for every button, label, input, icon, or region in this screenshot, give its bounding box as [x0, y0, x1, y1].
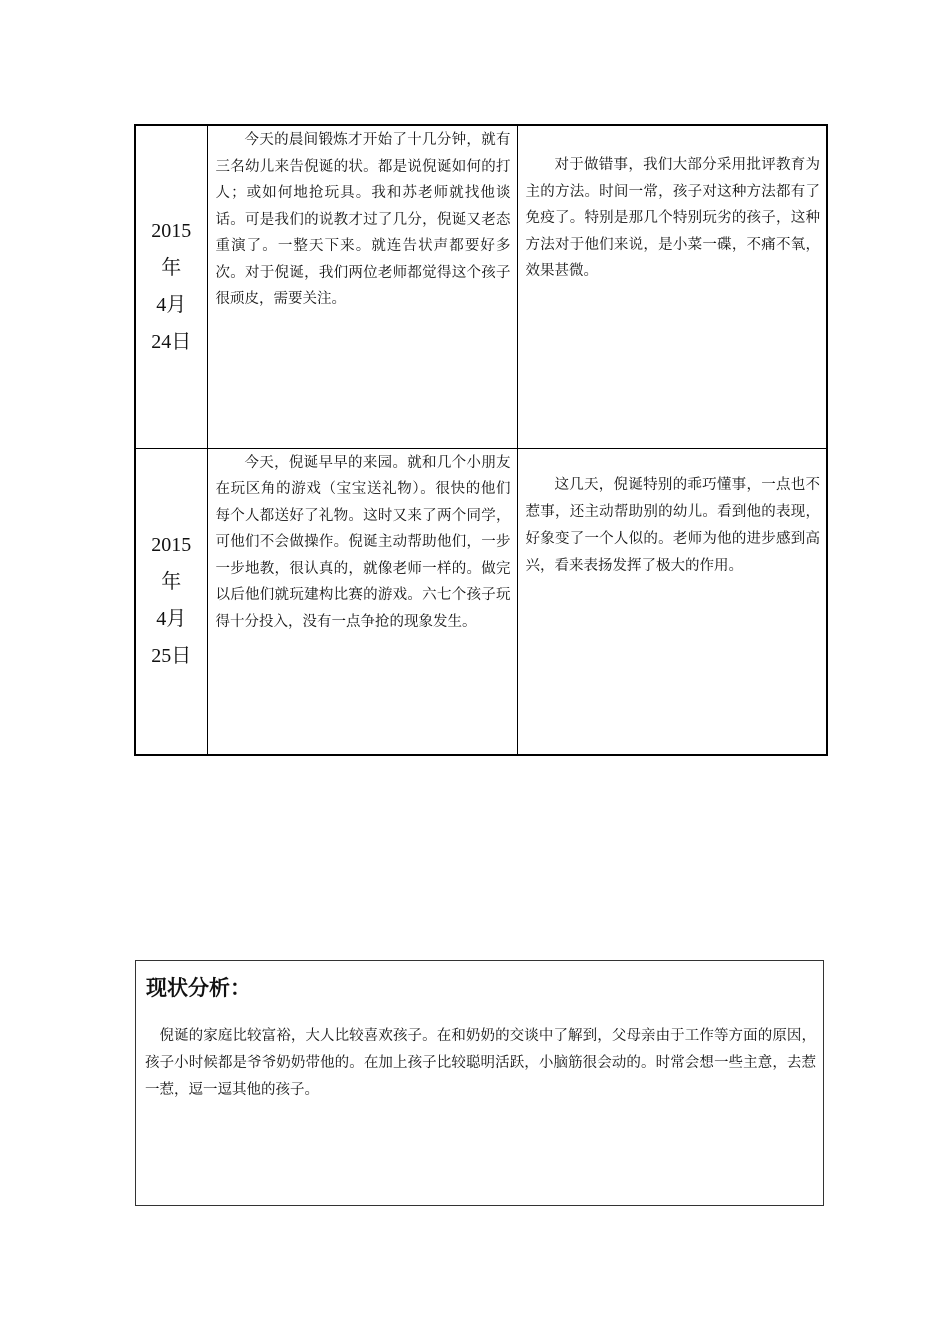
date-month: 4月 — [156, 293, 187, 316]
analysis-cell — [517, 448, 827, 755]
observation-text: 今天，倪诞早早的来园。就和几个小朋友在玩区角的游戏（宝宝送礼物）。很快的他们每个人都送好了礼物。这时又来了两个同学，可他们不会做操作。倪诞主动帮助他们，一步一步地教，很认真的，就像老师一样的。做完以后他们就玩建构比赛的游戏。六七个孩子玩得十分投入，没有一点争抢的现象发生。 — [215, 454, 511, 630]
date-month: 4月 — [156, 608, 187, 631]
date-day: 24日 — [151, 330, 192, 353]
date-year: 2015 — [151, 219, 192, 242]
date-year-unit: 年 — [161, 256, 182, 279]
situation-analysis-box — [135, 960, 824, 1206]
analysis-text: 对于做错事，我们大部分采用批评教育为主的方法。时间一常，孩子对这种方法都有了免疫了。特别是那几个特别玩劣的孩子，这种方法对于他们来说，是小菜一碟，不痛不氧，效果甚微。 — [525, 157, 820, 279]
situation-analysis-title: 现状分析： — [146, 976, 251, 1000]
date-cell — [135, 448, 207, 755]
table-row — [135, 125, 827, 448]
date-day: 25日 — [151, 645, 192, 668]
observation-cell — [207, 125, 517, 448]
observation-record-table — [134, 124, 828, 756]
date-cell — [135, 125, 207, 448]
date-year-unit: 年 — [161, 571, 182, 594]
analysis-text: 这几天，倪诞特别的乖巧懂事，一点也不惹事，还主动帮助别的幼儿。看到他的表现，好象变了一个人似的。老师为他的进步感到高兴，看来表扬发挥了极大的作用。 — [525, 476, 820, 574]
observation-cell — [207, 448, 517, 755]
date-year: 2015 — [151, 534, 192, 557]
situation-analysis-text: 倪诞的家庭比较富裕，大人比较喜欢孩子。在和奶奶的交谈中了解到，父母亲由于工作等方面的原因，孩子小时候都是爷爷奶奶带他的。在加上孩子比较聪明活跃，小脑筋很会动的。时常会想一些主意，去惹一惹，逗一逗其他的孩子。 — [145, 1028, 816, 1098]
table-row — [135, 448, 827, 755]
analysis-cell — [517, 125, 827, 448]
observation-text: 今天的晨间锻炼才开始了十几分钟，就有三名幼儿来告倪诞的状。都是说倪诞如何的打人；或如何地抢玩具。我和苏老师就找他谈话。可是我们的说教才过了几分，倪诞又老态重演了。一整天下来。就连告状声都要好多次。对于倪诞，我们两位老师都觉得这个孩子很顽皮，需要关注。 — [215, 132, 511, 307]
